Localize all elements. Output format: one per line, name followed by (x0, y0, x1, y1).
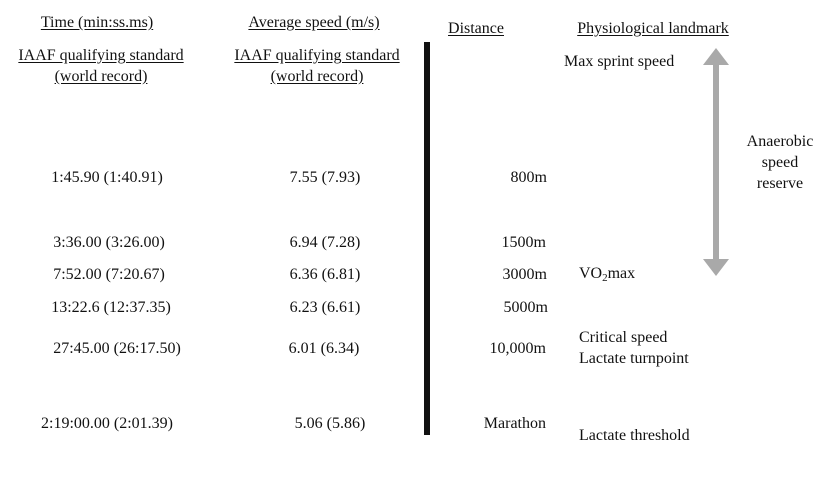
row-marathon-time: 2:19:00.00 (2:01.39) (41, 415, 173, 432)
landmark-lactate-turnpoint: Lactate turnpoint (579, 350, 689, 367)
speed-subheader-line1: IAAF qualifying standard (234, 47, 400, 64)
asr-label-line3: reserve (756, 175, 804, 192)
row-10000m-speed: 6.01 (6.34) (288, 340, 360, 357)
row-5000m-distance: 5000m (503, 299, 548, 316)
landmark-critical-lactate (579, 327, 689, 369)
row-3000m-speed: 6.36 (6.81) (289, 266, 361, 283)
row-5000m-time: 13:22.6 (12:37.35) (51, 299, 171, 316)
row-800m-speed: 7.55 (7.93) (289, 169, 361, 186)
row-800m-distance: 800m (510, 169, 547, 186)
time-subheader-line2: (world record) (54, 68, 148, 85)
landmark-column-header: Physiological landmark (577, 20, 729, 37)
vo2-base: VO (579, 265, 603, 282)
row-1500m-speed: 6.94 (7.28) (289, 234, 361, 251)
row-3000m-distance: 3000m (502, 266, 547, 283)
time-column-header: Time (min:ss.ms) (40, 14, 154, 31)
row-5000m-speed: 6.23 (6.61) (289, 299, 361, 316)
row-1500m-time: 3:36.00 (3:26.00) (53, 234, 165, 251)
row-marathon-distance: Marathon (483, 415, 546, 432)
asr-label-line1: Anaerobic (746, 133, 814, 150)
row-1500m-distance: 1500m (501, 234, 546, 251)
time-subheader-line1: IAAF qualifying standard (18, 47, 184, 64)
row-800m-time: 1:45.90 (1:40.91) (51, 169, 163, 186)
asr-label-line2: speed (761, 154, 799, 171)
vo2-subscript: 2 (602, 272, 608, 284)
anaerobic-speed-reserve-label (747, 131, 814, 194)
landmark-vo2max (579, 264, 635, 284)
row-10000m-distance: 10,000m (489, 340, 546, 357)
speed-column-header: Average speed (m/s) (248, 14, 380, 31)
time-subheader (18, 45, 183, 87)
row-marathon-speed: 5.06 (5.86) (294, 415, 366, 432)
row-10000m-time: 27:45.00 (26:17.50) (53, 340, 181, 357)
speed-subheader (234, 45, 399, 87)
speed-subheader-line2: (world record) (270, 68, 364, 85)
column-divider (424, 42, 430, 435)
landmark-max-sprint: Max sprint speed (564, 53, 675, 70)
vo2-tail: max (607, 265, 636, 282)
landmark-lactate-threshold: Lactate threshold (579, 427, 690, 444)
row-3000m-time: 7:52.00 (7:20.67) (53, 266, 165, 283)
distance-column-header: Distance (448, 20, 504, 37)
landmark-critical-speed: Critical speed (579, 329, 668, 346)
double-arrow-icon (702, 48, 730, 276)
